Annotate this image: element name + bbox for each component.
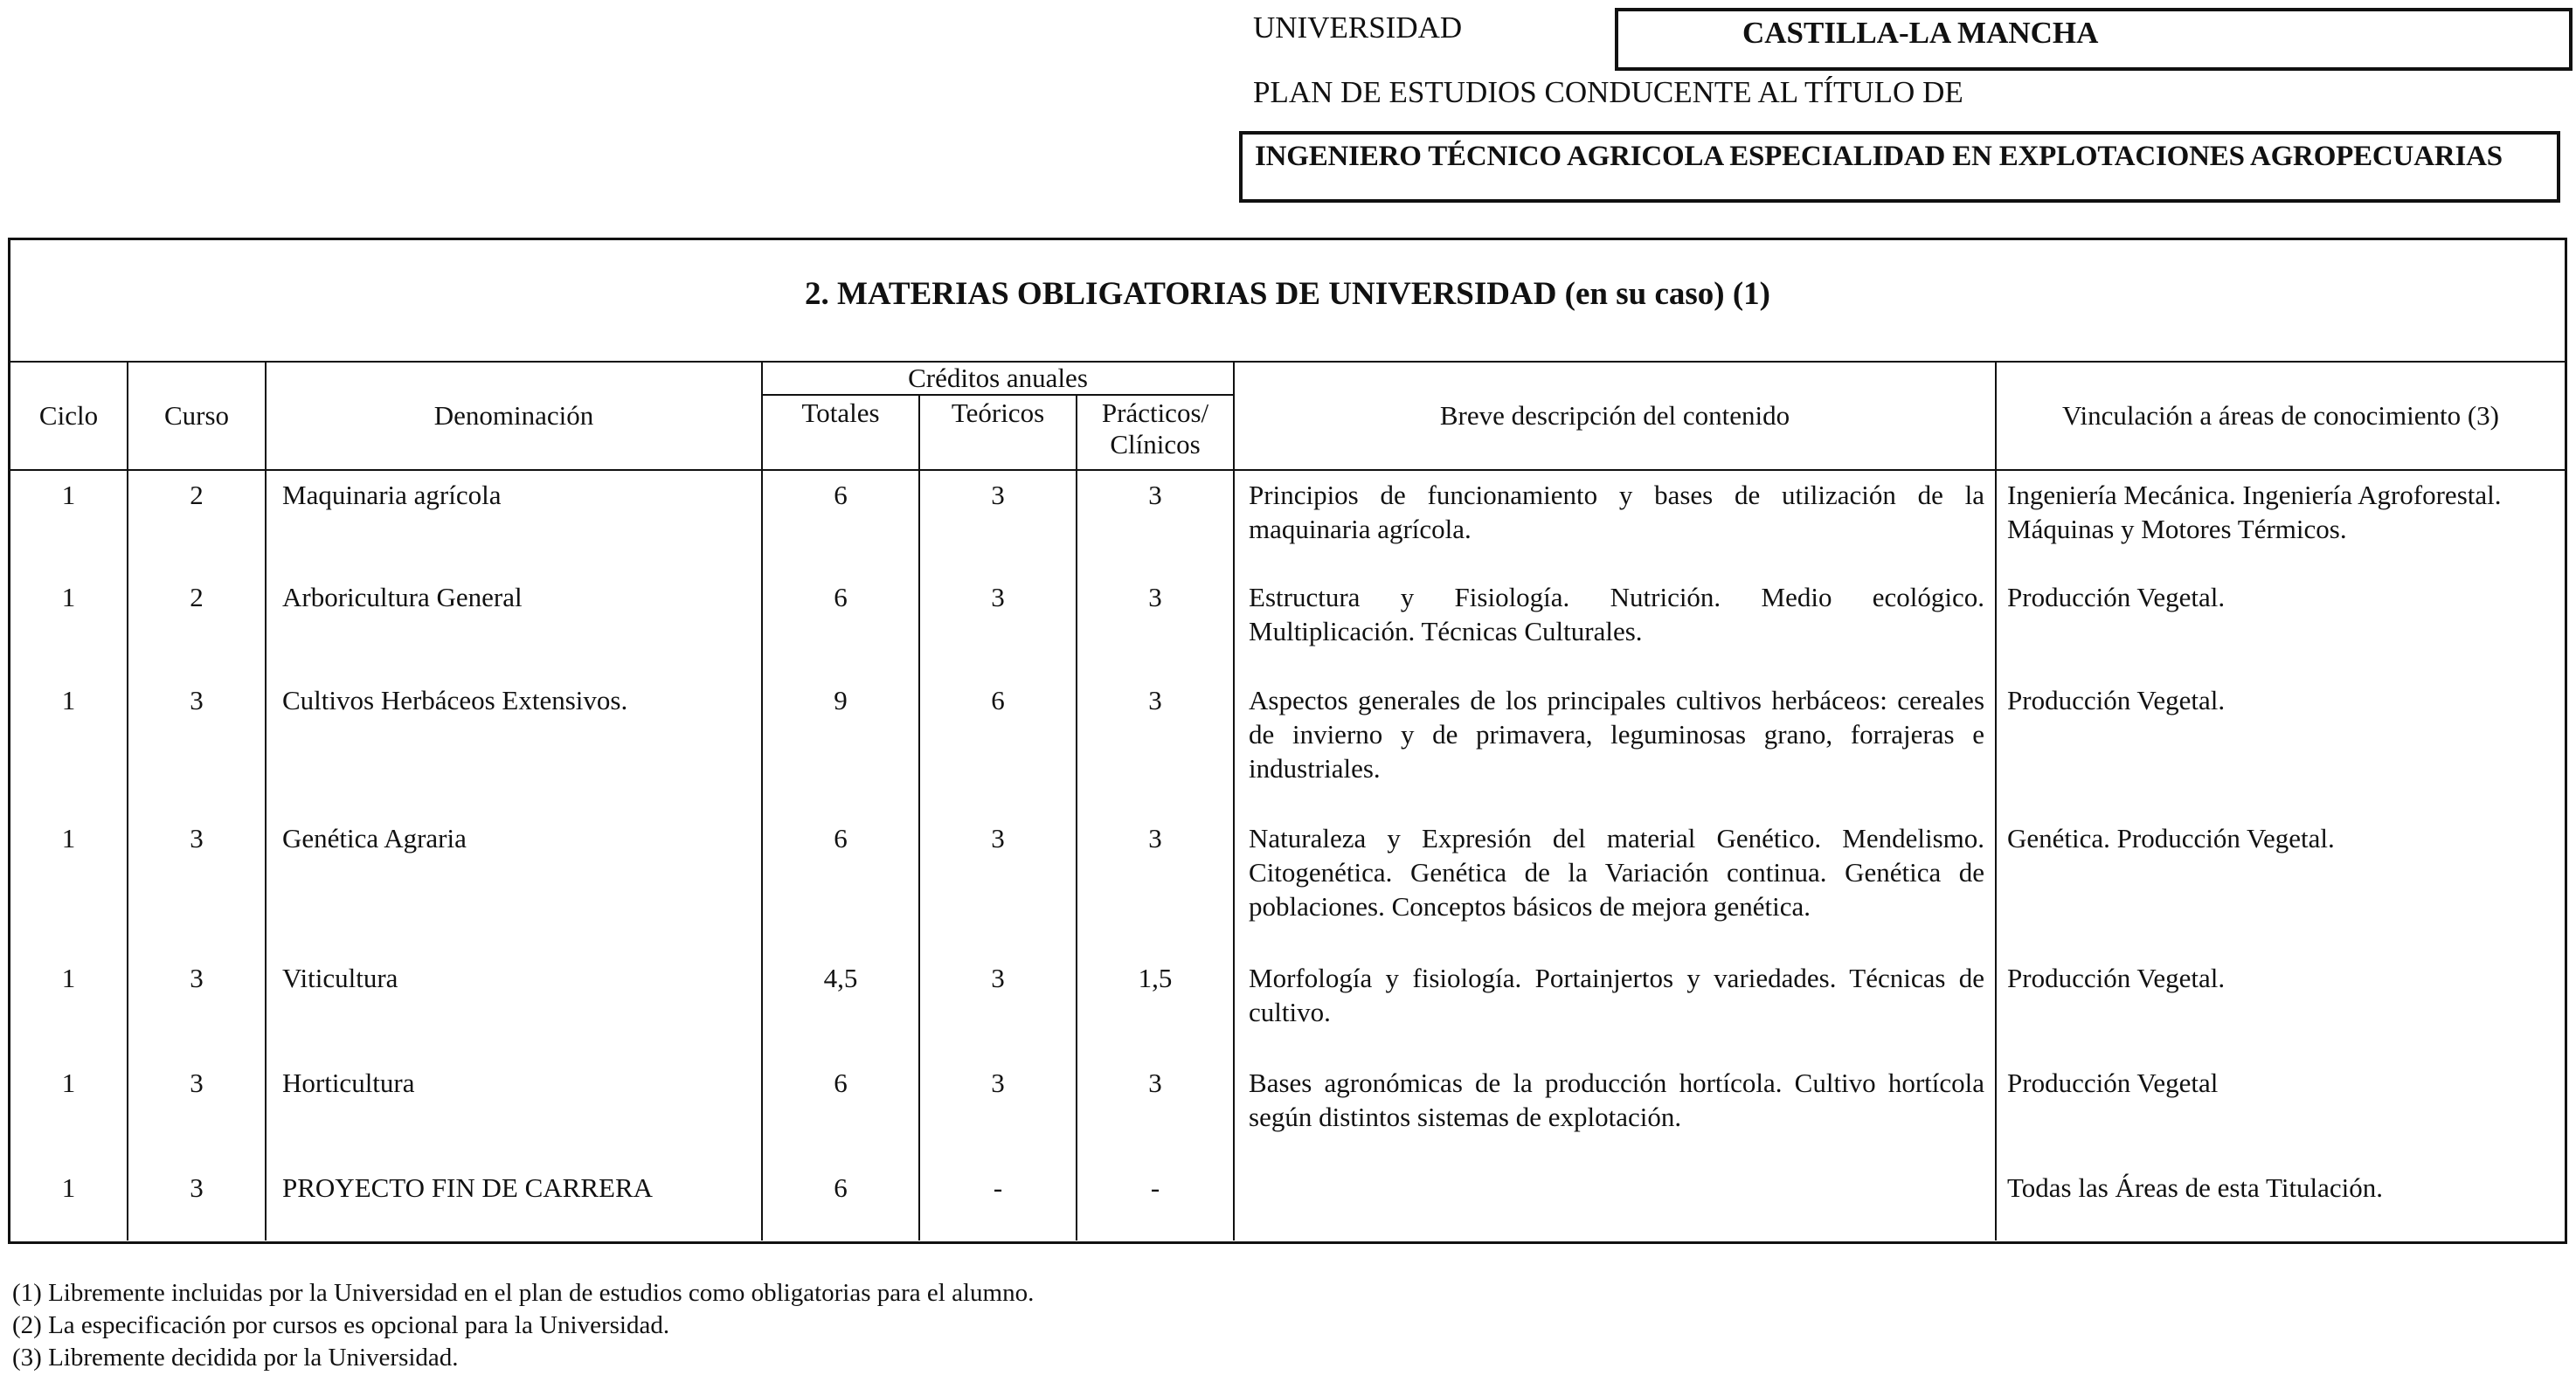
cell-ciclo: 1 xyxy=(10,954,128,1059)
cell-practicos: - xyxy=(1077,1164,1234,1241)
col-header-creditos: Créditos anuales xyxy=(762,362,1234,395)
cell-totales: 6 xyxy=(762,814,919,954)
degree-box xyxy=(1239,131,2560,203)
cell-denominacion: Maquinaria agrícola xyxy=(266,470,762,573)
footnote-3: (3) Libremente decidida por la Universidad. xyxy=(12,1344,459,1372)
col-header-totales: Totales xyxy=(762,395,919,470)
cell-totales: 9 xyxy=(762,676,919,814)
cell-denominacion: Viticultura xyxy=(266,954,762,1059)
cell-totales: 6 xyxy=(762,1164,919,1241)
col-header-descripcion: Breve descripción del contenido xyxy=(1234,362,1996,470)
cell-ciclo: 1 xyxy=(10,676,128,814)
cell-ciclo: 1 xyxy=(10,814,128,954)
cell-vinculacion: Ingeniería Mecánica. Ingeniería Agroforestal. Máquinas y Motores Térmicos. xyxy=(1996,470,2565,573)
col-header-denominacion: Denominación xyxy=(266,362,762,470)
cell-teoricos: 3 xyxy=(919,814,1077,954)
cell-descripcion: Aspectos generales de los principales cultivos herbáceos: cereales de invierno y de primavera, leguminosas grano, forrajeras e industriales. xyxy=(1234,676,1996,814)
table-row xyxy=(10,470,2565,573)
cell-practicos: 3 xyxy=(1077,814,1234,954)
degree-title: INGENIERO TÉCNICO AGRICOLA ESPECIALIDAD EN EXPLOTACIONES AGROPECUARIAS xyxy=(1255,141,2503,172)
cell-descripcion: Estructura y Fisiología. Nutrición. Medio ecológico. Multiplicación. Técnicas Culturales. xyxy=(1234,573,1996,676)
cell-denominacion: Genética Agraria xyxy=(266,814,762,954)
table-row xyxy=(10,814,2565,954)
plan-label: PLAN DE ESTUDIOS CONDUCENTE AL TÍTULO DE xyxy=(1253,75,1963,109)
cell-teoricos: 3 xyxy=(919,1059,1077,1164)
cell-practicos: 3 xyxy=(1077,676,1234,814)
cell-denominacion: Arboricultura General xyxy=(266,573,762,676)
cell-teoricos: 3 xyxy=(919,954,1077,1059)
col-header-ciclo: Ciclo xyxy=(10,362,128,470)
cell-ciclo: 1 xyxy=(10,470,128,573)
cell-curso: 3 xyxy=(128,1059,266,1164)
cell-totales: 6 xyxy=(762,1059,919,1164)
cell-teoricos: 3 xyxy=(919,470,1077,573)
table-row xyxy=(10,1059,2565,1164)
cell-totales: 4,5 xyxy=(762,954,919,1059)
cell-teoricos: 6 xyxy=(919,676,1077,814)
cell-practicos: 1,5 xyxy=(1077,954,1234,1059)
cell-curso: 3 xyxy=(128,954,266,1059)
cell-descripcion: Morfología y fisiología. Portainjertos y variedades. Técnicas de cultivo. xyxy=(1234,954,1996,1059)
cell-teoricos: 3 xyxy=(919,573,1077,676)
cell-totales: 6 xyxy=(762,470,919,573)
cell-curso: 2 xyxy=(128,470,266,573)
footnote-1: (1) Libremente incluidas por la Universidad en el plan de estudios como obligatorias para el alumno. xyxy=(12,1279,1035,1307)
cell-curso: 3 xyxy=(128,1164,266,1241)
table-row xyxy=(10,954,2565,1059)
cell-teoricos: - xyxy=(919,1164,1077,1241)
cell-descripcion: Principios de funcionamiento y bases de utilización de la maquinaria agrícola. xyxy=(1234,470,1996,573)
cell-practicos: 3 xyxy=(1077,573,1234,676)
university-name: CASTILLA-LA MANCHA xyxy=(1742,16,2099,50)
cell-vinculacion: Producción Vegetal. xyxy=(1996,676,2565,814)
footnote-2: (2) La especificación por cursos es opcional para la Universidad. xyxy=(12,1311,670,1339)
subjects-frame xyxy=(8,238,2567,1244)
cell-descripcion: Bases agronómicas de la producción hortícola. Cultivo hortícola según distintos sistemas de explotación. xyxy=(1234,1059,1996,1164)
col-header-curso: Curso xyxy=(128,362,266,470)
table-row xyxy=(10,573,2565,676)
table-row xyxy=(10,1164,2565,1241)
cell-denominacion: PROYECTO FIN DE CARRERA xyxy=(266,1164,762,1241)
cell-totales: 6 xyxy=(762,573,919,676)
table-row xyxy=(10,676,2565,814)
col-header-vinculacion: Vinculación a áreas de conocimiento (3) xyxy=(1996,362,2565,470)
cell-vinculacion: Producción Vegetal. xyxy=(1996,573,2565,676)
col-header-teoricos: Teóricos xyxy=(919,395,1077,470)
cell-vinculacion: Todas las Áreas de esta Titulación. xyxy=(1996,1164,2565,1241)
cell-ciclo: 1 xyxy=(10,1164,128,1241)
cell-ciclo: 1 xyxy=(10,1059,128,1164)
cell-curso: 3 xyxy=(128,676,266,814)
cell-ciclo: 1 xyxy=(10,573,128,676)
cell-denominacion: Horticultura xyxy=(266,1059,762,1164)
cell-practicos: 3 xyxy=(1077,470,1234,573)
cell-curso: 2 xyxy=(128,573,266,676)
cell-descripcion: Naturaleza y Expresión del material Genético. Mendelismo. Citogenética. Genética de la Variación continua. Genética de poblaciones. Conceptos básicos de mejora genética. xyxy=(1234,814,1996,954)
cell-denominacion: Cultivos Herbáceos Extensivos. xyxy=(266,676,762,814)
university-name-box xyxy=(1615,8,2573,71)
section-title: 2. MATERIAS OBLIGATORIAS DE UNIVERSIDAD (en su caso) (1) xyxy=(805,276,1770,312)
col-header-practicos: Prácticos/ Clínicos xyxy=(1077,395,1234,470)
cell-vinculacion: Genética. Producción Vegetal. xyxy=(1996,814,2565,954)
cell-curso: 3 xyxy=(128,814,266,954)
cell-vinculacion: Producción Vegetal. xyxy=(1996,954,2565,1059)
cell-vinculacion: Producción Vegetal xyxy=(1996,1059,2565,1164)
cell-practicos: 3 xyxy=(1077,1059,1234,1164)
university-label: UNIVERSIDAD xyxy=(1253,10,1463,45)
subjects-table xyxy=(10,361,2565,1241)
cell-descripcion xyxy=(1234,1164,1996,1241)
